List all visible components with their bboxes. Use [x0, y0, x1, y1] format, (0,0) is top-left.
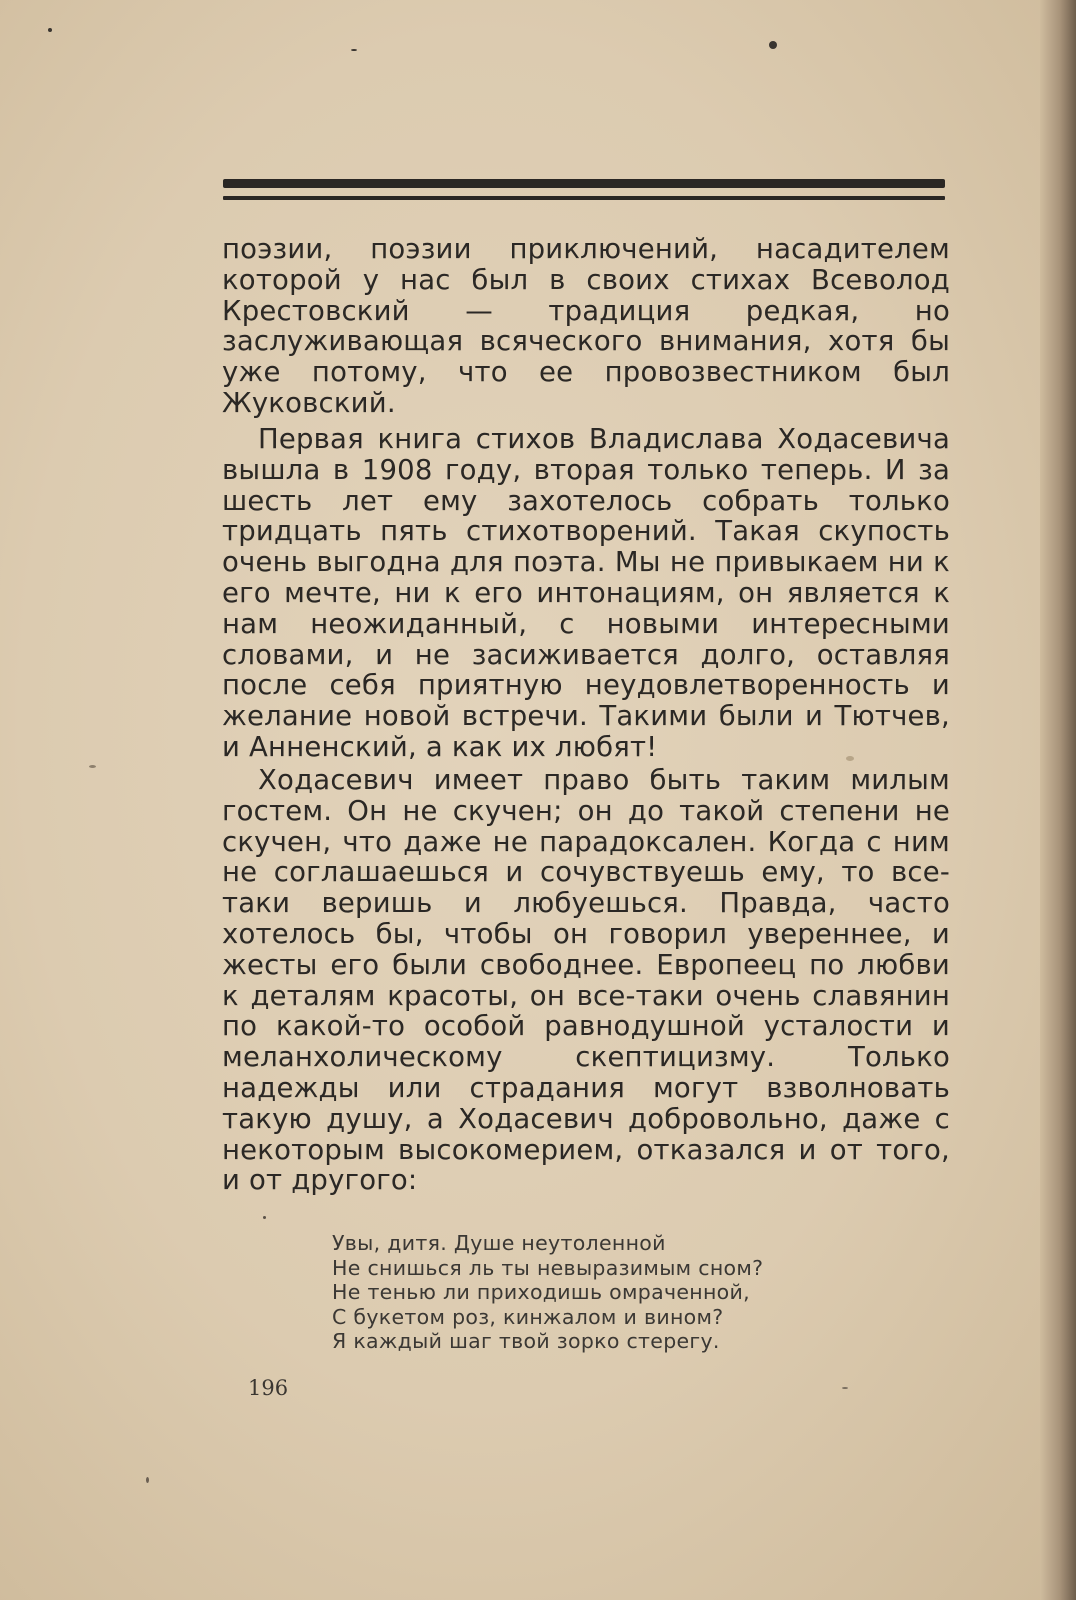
poem-line: С букетом роз, кинжалом и вином? — [332, 1304, 724, 1329]
poem-quote — [332, 1231, 892, 1354]
ink-speck — [263, 1216, 266, 1219]
paragraph-first-book: Первая книга стихов Владислава Ходасевича вышла в 1908 году, вторая только теперь. И за шесть лет ему захотелось собрать только тридцать пять стихотворений. Такая скупость очень выгодна для поэта. Мы не привыкаем ни к его мечте, ни к его интонациям, он является к нам неожиданный, с новыми интересными словами, и не засиживается долго, оставляя после себя приятную неудовлетворенность и желание новой встречи. Такими были и Тютчев, и Анненский, а как их любят! — [222, 423, 950, 763]
ink-speck — [351, 49, 357, 51]
poem-line: Я каждый шаг твой зорко стерегу. — [332, 1329, 720, 1354]
ink-speck — [769, 41, 777, 49]
poem-line: Не тенью ли приходишь омраченной, — [332, 1280, 750, 1305]
poem-line: Увы, дитя. Душе неутоленной — [332, 1231, 666, 1255]
header-rule-thin — [223, 196, 945, 200]
ink-speck — [842, 1387, 848, 1389]
header-rule-thick — [223, 179, 945, 188]
ink-speck — [89, 765, 96, 768]
paragraph-khodasevich: Ходасевич имеет право быть таким милым гостем. Он не скучен; он до такой степени не скучен, что даже не парадоксален. Когда с ним не соглашаешься и сочувствуешь ему, то все-таки веришь и любуешься. Правда, часто хотелось бы, чтобы он говорил увереннее, и жесты его были свободнее. Европеец по любви к деталям красоты, он все-таки очень славянин по какой-то особой равнодушной усталости и меланхолическому скептицизму. Только надежды или страдания могут взволновать такую душу, а Ходасевич добровольно, даже с некоторым высокомерием, отказался и от того, и от другого: — [222, 764, 950, 1197]
poem-line: Не снишься ль ты невыразимым сном? — [332, 1255, 764, 1280]
paragraph-continuation: поэзии, поэзии приключений, насадителем которой у нас был в своих стихах Всеволод Крестовский — традиция редкая, но заслуживающая всяческого внимания, хотя бы уже потому, что ее провозвестником был Жуковский. — [222, 233, 950, 419]
page-number: 196 — [248, 1376, 289, 1400]
ink-speck — [146, 1477, 149, 1483]
ink-speck — [48, 28, 52, 32]
book-spine-shadow — [1040, 0, 1076, 1600]
